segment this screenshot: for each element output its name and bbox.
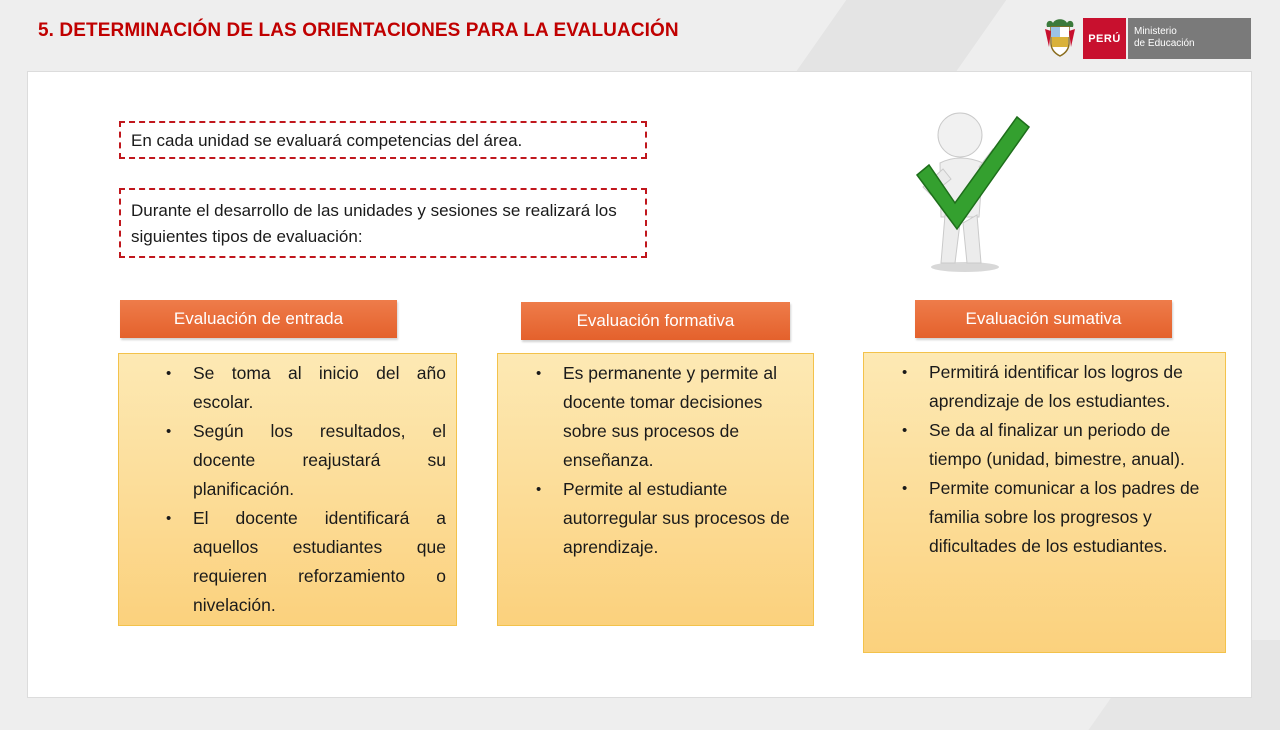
list-item [159, 417, 446, 504]
intro-statement-1: En cada unidad se evaluará competencias del área. [119, 121, 647, 159]
ministry-name [1128, 18, 1251, 59]
point-text: Se toma al inicio del año escolar. [193, 363, 446, 412]
card-evaluacion-formativa [497, 353, 814, 626]
background-stripe [794, 0, 1007, 75]
bullet-icon: • [902, 364, 908, 381]
list-item [895, 358, 1217, 416]
tag-evaluacion-formativa: Evaluación formativa [521, 302, 790, 340]
slide-title: 5. DETERMINACIÓN DE LAS ORIENTACIONES PARA LA EVALUACIÓN [38, 20, 679, 41]
person-with-checkmark-icon [905, 105, 1035, 275]
list-item [895, 474, 1217, 561]
list-item [895, 416, 1217, 474]
list-item [529, 475, 803, 562]
card-evaluacion-sumativa [863, 352, 1226, 653]
coat-of-arms-icon [1043, 17, 1077, 59]
bullet-icon: • [902, 422, 908, 439]
peru-brand: PERÚ [1083, 18, 1126, 59]
point-text: Se da al finalizar un periodo de tiempo (unidad, bimestre, anual). [929, 420, 1185, 469]
point-text: Permite comunicar a los padres de familia sobre los progresos y dificultades de los estudiantes. [929, 478, 1200, 556]
tag-evaluacion-entrada: Evaluación de entrada [120, 300, 397, 338]
intro-statement-2: Durante el desarrollo de las unidades y sesiones se realizará los siguientes tipos de evaluación: [119, 188, 647, 258]
bullet-icon: • [536, 481, 542, 498]
tag-evaluacion-sumativa: Evaluación sumativa [915, 300, 1172, 338]
point-text: Es permanente y permite al docente tomar decisiones sobre sus procesos de enseñanza. [563, 363, 777, 470]
list-item [159, 504, 446, 620]
list-item [159, 359, 446, 417]
point-text: Permitirá identificar los logros de aprendizaje de los estudiantes. [929, 362, 1183, 411]
bullet-icon: • [166, 510, 172, 527]
bullet-icon: • [166, 365, 172, 382]
bullet-icon: • [166, 423, 172, 440]
point-text: Permite al estudiante autorregular sus procesos de aprendizaje. [563, 479, 790, 557]
point-text: Según los resultados, el docente reajustará su planificación. [193, 421, 446, 499]
point-text: El docente identificará a aquellos estudiantes que requieren reforzamiento o nivelación. [193, 508, 446, 615]
ministry-line-2: de Educación [1134, 38, 1195, 49]
list-item [529, 359, 803, 475]
bullet-icon: • [902, 480, 908, 497]
bullet-icon: • [536, 365, 542, 382]
ministry-line-1: Ministerio [1134, 26, 1177, 37]
card-evaluacion-entrada [118, 353, 457, 626]
ministry-logo [1043, 17, 1251, 59]
